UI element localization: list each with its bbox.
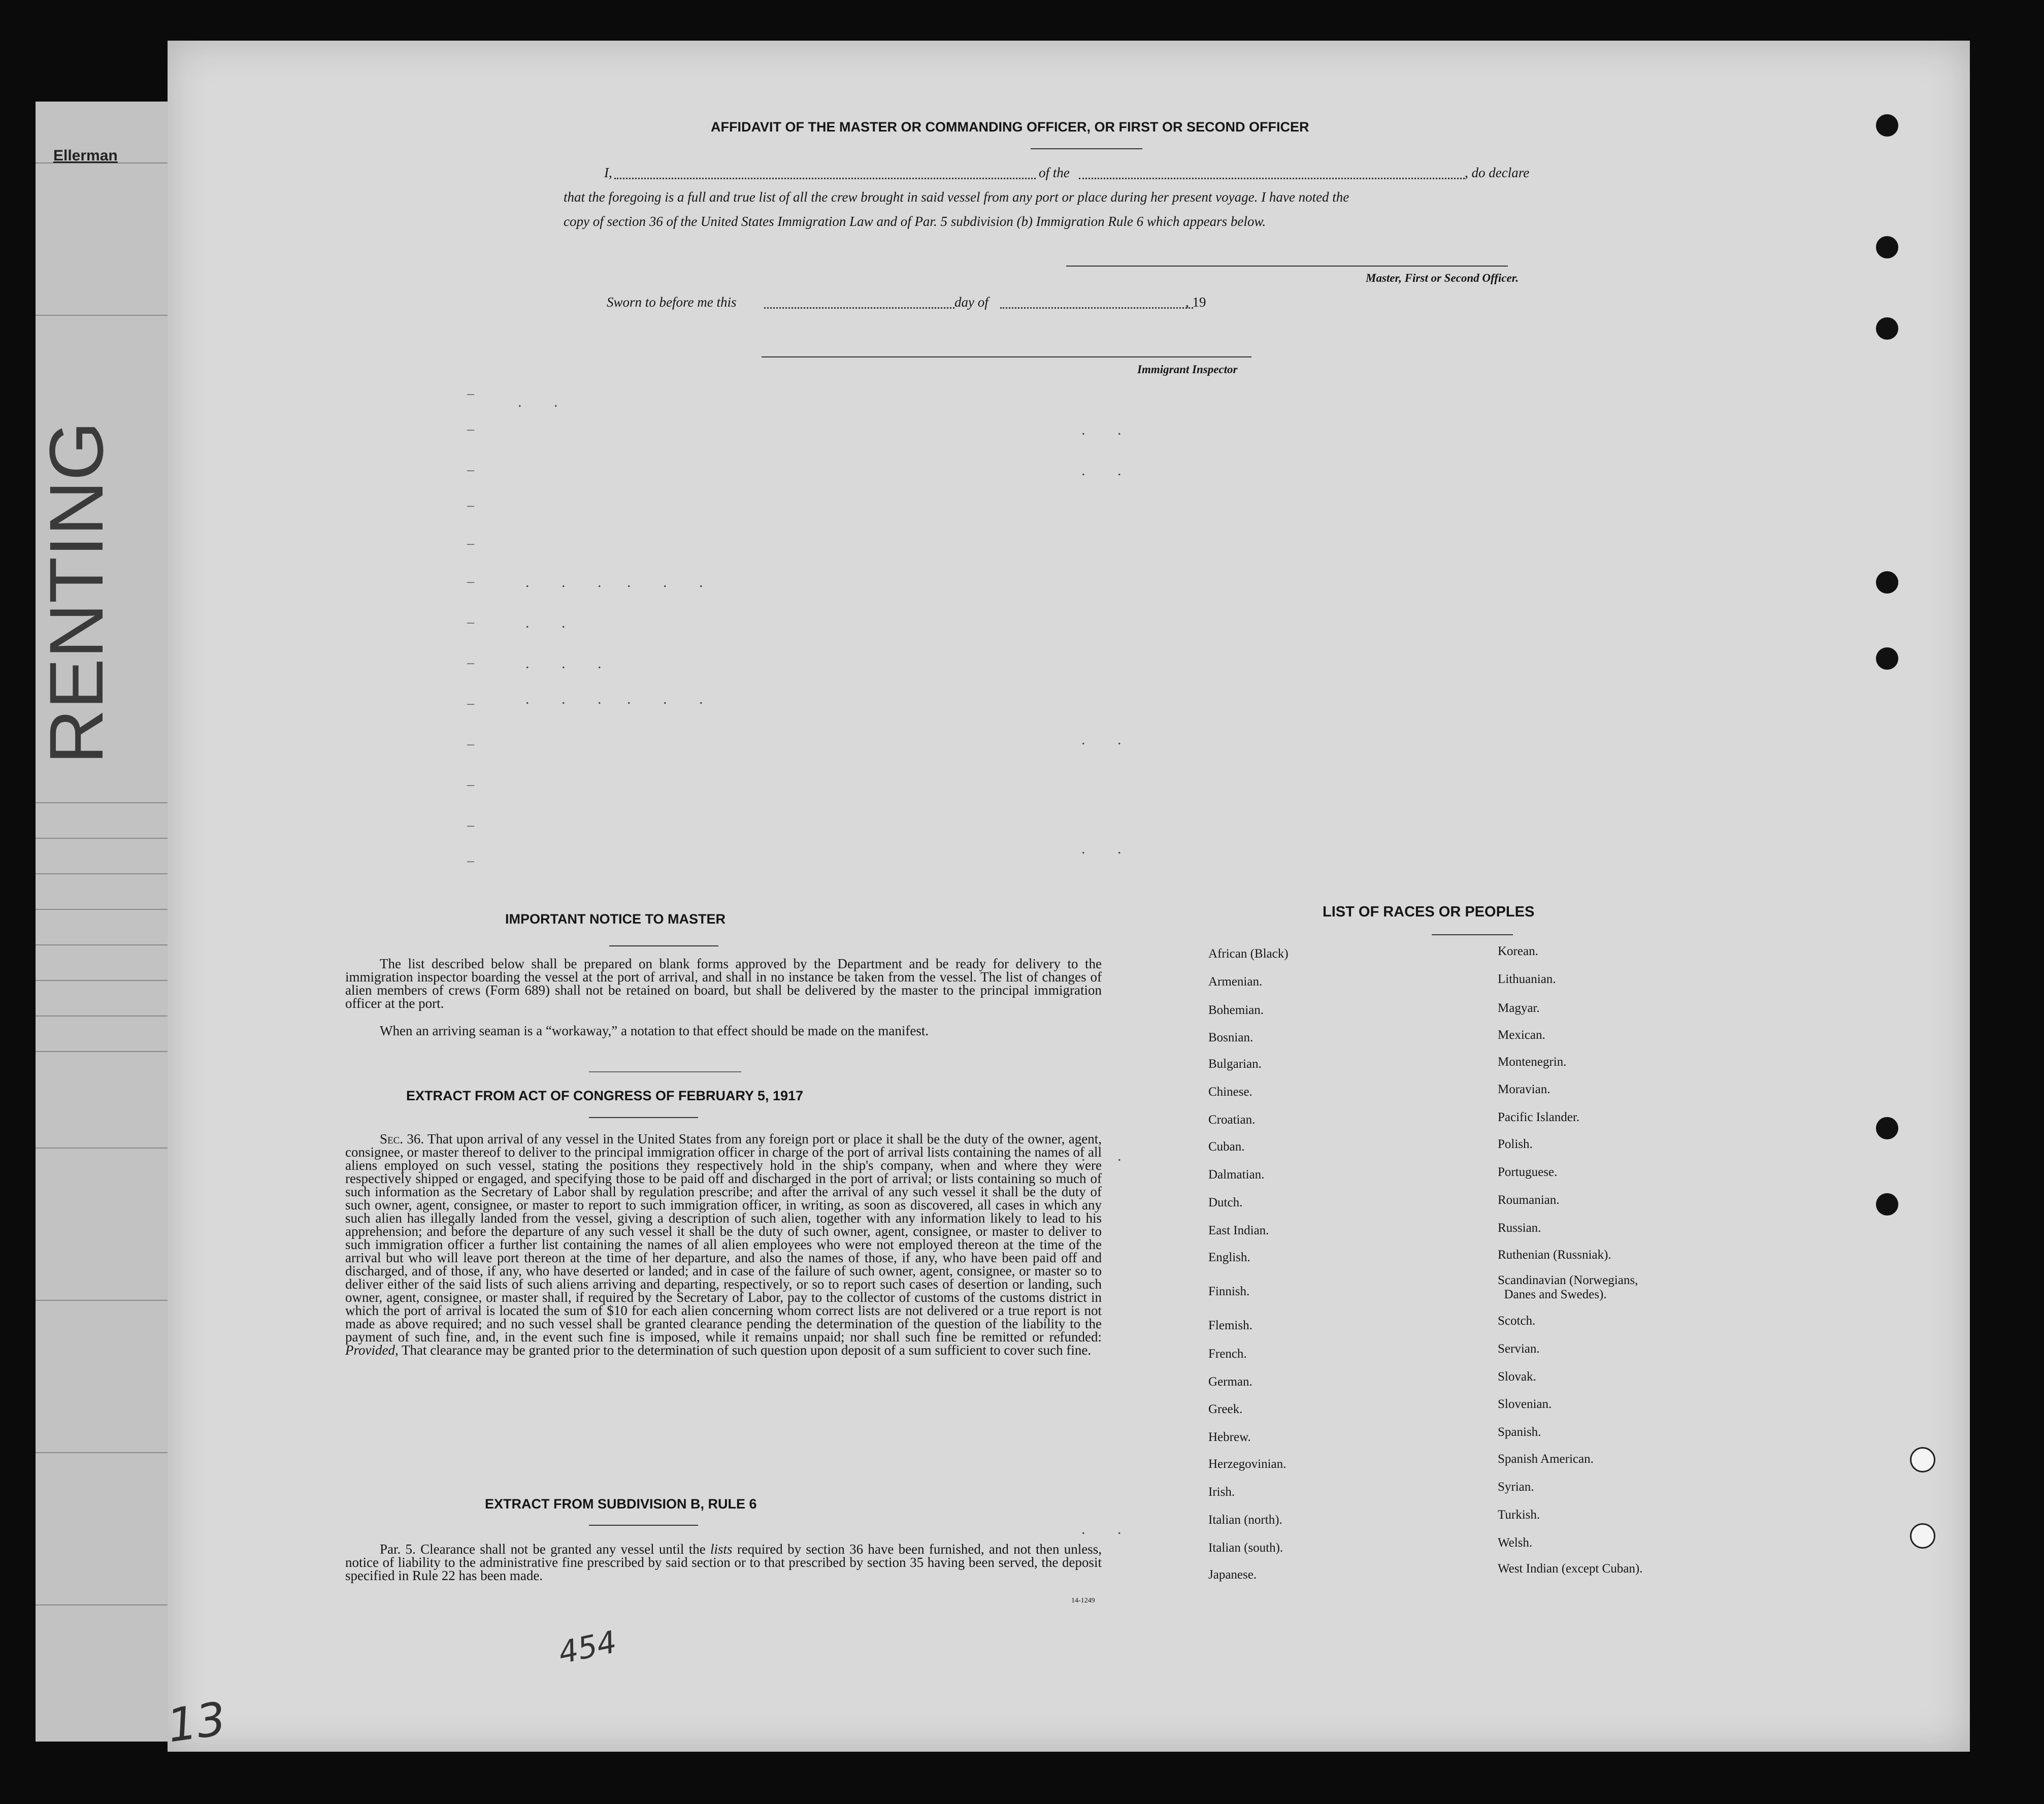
vessel-blank: [1079, 178, 1465, 179]
sworn-month-blank: [1000, 307, 1193, 309]
race-left: Hebrew.: [1208, 1430, 1251, 1444]
row-dots: . . .: [525, 691, 616, 707]
sworn-prefix: Sworn to before me this: [607, 294, 737, 310]
race-left: Bulgarian.: [1208, 1057, 1262, 1071]
race-left: Chinese.: [1208, 1085, 1252, 1099]
row-dots: . . .: [627, 574, 717, 591]
binder-hole: [1910, 1523, 1935, 1549]
master-signature-line: [1066, 266, 1508, 267]
form-number: 14-1249: [1071, 1597, 1095, 1604]
race-left: Italian (north).: [1208, 1513, 1282, 1527]
sworn-mid: day of: [954, 294, 988, 310]
race-left: Croatian.: [1208, 1113, 1256, 1127]
extract2-underline: [589, 1525, 698, 1526]
race-left: Dalmatian.: [1208, 1168, 1265, 1182]
extract2-title: EXTRACT FROM SUBDIVISION B, RULE 6: [485, 1496, 757, 1512]
extract1-underline: [589, 1117, 698, 1118]
row-dash: –: [467, 498, 474, 513]
binder-hole: [1876, 114, 1898, 137]
race-right: Russian.: [1498, 1221, 1541, 1235]
race-left: French.: [1208, 1347, 1247, 1361]
race-right: Spanish American.: [1498, 1452, 1594, 1466]
binder-hole: [1876, 647, 1898, 670]
race-right: Ruthenian (Russniak).: [1498, 1248, 1611, 1262]
race-right: Magyar.: [1498, 1001, 1540, 1015]
row-dots: . .: [1081, 731, 1136, 748]
races-title: LIST OF RACES OR PEOPLES: [1323, 904, 1535, 920]
row-dots: . .: [1081, 840, 1136, 857]
race-right: Turkish.: [1498, 1508, 1540, 1522]
sworn-year: , 19: [1185, 294, 1206, 310]
race-right: Mexican.: [1498, 1028, 1545, 1042]
row-dash: –: [467, 614, 474, 630]
manifest-sheet: [164, 41, 1970, 1753]
row-dash: –: [467, 421, 474, 437]
race-right: Spanish.: [1498, 1425, 1541, 1439]
binder-hole: [1876, 236, 1898, 258]
race-left: German.: [1208, 1375, 1252, 1389]
affidavit-line1-prefix: I,: [604, 165, 612, 180]
lists-word: lists: [710, 1541, 733, 1557]
inspector-signature-line: [762, 356, 1251, 357]
row-dash: –: [467, 777, 474, 793]
binder-hole: [1876, 1193, 1898, 1216]
sworn-day-blank: [764, 307, 954, 309]
race-right: Portuguese.: [1498, 1165, 1558, 1179]
row-dots: . .: [525, 614, 580, 631]
race-right: Scandinavian (Norwegians, Danes and Swedes).: [1498, 1273, 1638, 1301]
extract1-text-end: That clearance may be granted prior to the determination of such question upon deposit of a sum sufficient to cover such fine.: [401, 1342, 1092, 1358]
row-dash: –: [467, 536, 474, 551]
row-dots: . .: [1081, 1521, 1136, 1537]
race-right: Slovenian.: [1498, 1397, 1552, 1411]
race-right: Moravian.: [1498, 1083, 1551, 1096]
race-left: Flemish.: [1208, 1319, 1252, 1332]
binder-hole: [1876, 571, 1898, 594]
race-left: Bohemian.: [1208, 1003, 1264, 1017]
divider: [589, 1071, 741, 1072]
notice-para2: When an arriving seaman is a “workaway,” a notation to that effect should be made on the manifest.: [380, 1023, 929, 1038]
row-dash: –: [467, 853, 474, 869]
race-right: Syrian.: [1498, 1480, 1534, 1494]
notice-title: IMPORTANT NOTICE TO MASTER: [505, 911, 726, 927]
row-dash: –: [467, 655, 474, 671]
race-right: Roumanian.: [1498, 1193, 1560, 1207]
notice-underline: [609, 945, 718, 946]
extract1-text: That upon arrival of any vessel in the United States from any foreign port or place it shall be the duty of the owner, agent, consignee, or master thereof to deliver to the principal immigration officer in charge of the port of arrival lists containing the names of all aliens employed on such vessel, stating the positions they respectively hold in the ship's company, when and where they were respectively shipped or engaged, and specifying those to be paid off and discharged in the port of arrival; or lists containing so much of such information as the Secretary of Labor shall by regulation prescribe; and after the arrival of any such vessel it shall be the duty of such owner, agent, consignee, or master to report to such immigration officer, in writing, as soon as discovered, all cases in which any such alien has illegally landed from the vessel, giving a description of such alien, together with any information likely to lead to his apprehension; and before the departure of any such vessel it shall be the duty of such owner, agent, consignee, or master to deliver to such immigration officer a further list containing the names of all alien employees who were not employed thereon at the time of the arrival but who will leave port thereon at the time of her departure, and also the names of those, if any, who have been paid off and discharged, and of those, if any, who have deserted or landed; and in case of the failure of such owner, agent, consignee, or master so to deliver either of the said lists of such aliens arriving and departing, respectively, or so to report such cases of desertion or landing, such owner, agent, consignee, or master shall, if required by the Secretary of Labor, pay to the collector of customs of the customs district in which the port of arrival is located the sum of $10 for each alien concerning whom correct lists are not delivered or a true report is not made as above required; and no such vessel shall be granted clearance pending the determination of the question of the liability to the payment of such fine, and, in the event such fine is imposed, while it remains unpaid; nor shall such fine be remitted or refunded:: [345, 1131, 1102, 1344]
name-blank: [614, 178, 1036, 179]
row-dots: . .: [1081, 421, 1136, 438]
race-right: Korean.: [1498, 944, 1538, 958]
binder-hole: [1876, 1117, 1898, 1139]
race-right: Scotch.: [1498, 1314, 1536, 1328]
affidavit-line2: that the foregoing is a full and true list of all the crew brought in said vessel from any port or place during her present voyage. I have noted the: [564, 189, 1349, 205]
race-left: African (Black): [1208, 947, 1289, 961]
affidavit-title: AFFIDAVIT OF THE MASTER OR COMMANDING OFFICER, OR FIRST OR SECOND OFFICER: [711, 119, 1309, 135]
row-dots: . . .: [525, 655, 616, 672]
race-left: Italian (south).: [1208, 1541, 1283, 1555]
underlying-page-label: Ellerman: [53, 147, 118, 164]
race-left: Herzegovinian.: [1208, 1457, 1287, 1471]
race-right: Servian.: [1498, 1342, 1540, 1356]
title-underline: [1031, 148, 1142, 149]
row-dash: –: [467, 696, 474, 711]
race-left: Cuban.: [1208, 1140, 1245, 1154]
row-dash: –: [467, 817, 474, 833]
binder-hole: [1910, 1447, 1935, 1472]
row-dots: . .: [1081, 462, 1136, 479]
row-dash: –: [467, 574, 474, 589]
race-left: East Indian.: [1208, 1224, 1269, 1237]
binder-hole: [1876, 317, 1898, 340]
race-left: Greek.: [1208, 1402, 1243, 1416]
race-left: Finnish.: [1208, 1285, 1250, 1298]
extract1-title: EXTRACT FROM ACT OF CONGRESS OF FEBRUARY 5, 1917: [406, 1088, 804, 1103]
affidavit-line3: copy of section 36 of the United States Immigration Law and of Par. 5 subdivision (b) Immigration Rule 6 which appears below.: [564, 214, 1266, 229]
affidavit-line1-suffix: , do declare: [1465, 165, 1530, 180]
handwritten-note: 454: [555, 1624, 620, 1671]
extract2-text-a: Par. 5. Clearance shall not be granted any vessel until the: [380, 1541, 706, 1557]
affidavit-line1-mid: of the: [1039, 165, 1070, 180]
sec-label: Sec. 36.: [380, 1131, 424, 1146]
extract2-text-b: required by section 36 have been furnished, and not then unless, notice of liability to the administrative fine prescribed by said section or to that prescribed by section 35 having been served, the deposit specified in Rule 22 has been made.: [345, 1541, 1102, 1583]
race-right: Lithuanian.: [1498, 972, 1556, 986]
row-dots: . . .: [525, 574, 616, 591]
row-dash: –: [467, 736, 474, 752]
notice-para1: The list described below shall be prepared on blank forms approved by the Department and be ready for delivery to the immigration inspector boarding the vessel at the port of arrival, and shall in no instance be taken from the vessel. The list of changes of alien members of crews (Form 689) shall not be retained on board, but shall be delivered by the master to the principal immigration officer at the port.: [345, 956, 1102, 1011]
provided-word: Provided,: [345, 1342, 399, 1358]
race-right: Montenegrin.: [1498, 1055, 1567, 1069]
row-dots: . .: [518, 393, 572, 410]
row-dash: –: [467, 462, 474, 478]
race-left: English.: [1208, 1251, 1250, 1264]
race-right: Welsh.: [1498, 1536, 1533, 1550]
race-left: Dutch.: [1208, 1196, 1243, 1209]
race-left: Irish.: [1208, 1485, 1235, 1499]
master-signature-caption: Master, First or Second Officer.: [1366, 272, 1519, 284]
handwritten-corner-number: 13: [164, 1692, 229, 1753]
race-right: West Indian (except Cuban).: [1498, 1562, 1643, 1576]
extract2-body: [345, 1543, 1102, 1582]
races-underline: [1432, 934, 1513, 935]
race-left: Armenian.: [1208, 975, 1263, 989]
race-left: Japanese.: [1208, 1568, 1257, 1582]
inspector-caption: Immigrant Inspector: [1137, 363, 1238, 376]
race-left: Bosnian.: [1208, 1031, 1254, 1044]
row-dash: –: [467, 386, 474, 402]
race-right: Polish.: [1498, 1137, 1533, 1151]
extract1-body: [345, 1132, 1102, 1357]
row-dots: . .: [1081, 1147, 1136, 1164]
underlying-stamp: RENTING: [34, 421, 119, 764]
race-right: Pacific Islander.: [1498, 1110, 1580, 1124]
row-dots: . . .: [627, 691, 717, 707]
race-right: Slovak.: [1498, 1370, 1536, 1384]
